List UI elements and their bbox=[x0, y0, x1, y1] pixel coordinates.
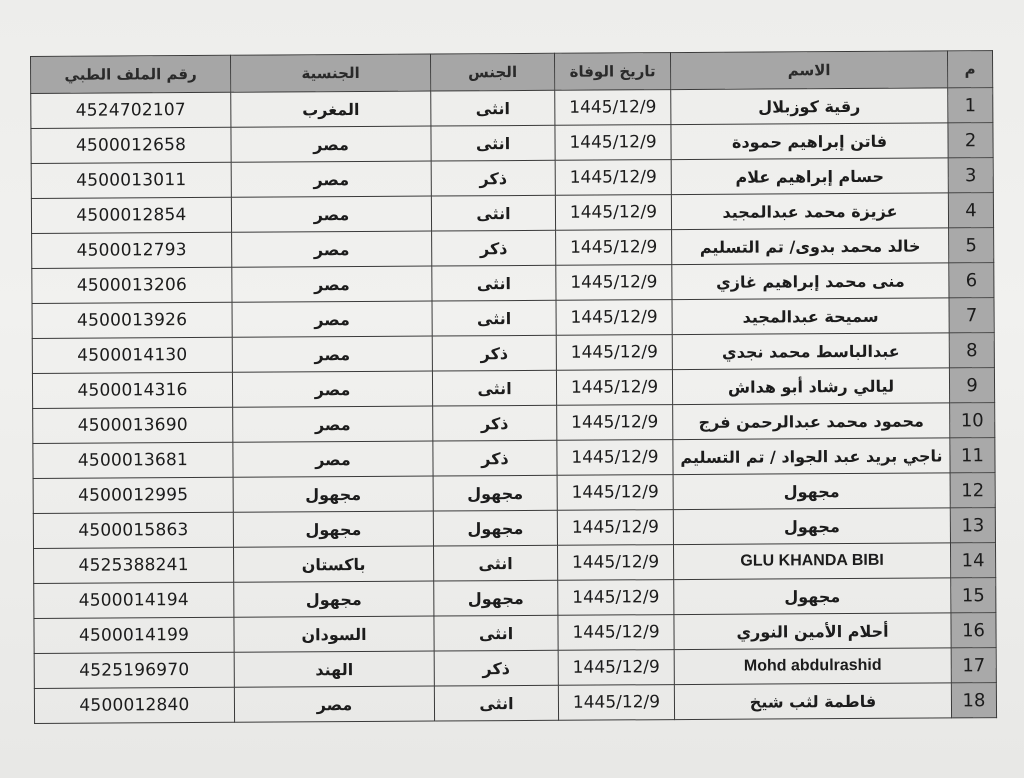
cell-nationality: مصر bbox=[232, 266, 432, 302]
cell-row-number: 9 bbox=[949, 368, 994, 403]
table-row bbox=[34, 683, 996, 724]
cell-sex: انثى bbox=[432, 265, 556, 301]
cell-name: عبدالباسط محمد نجدي bbox=[672, 333, 949, 370]
cell-name: فاتن إبراهيم حمودة bbox=[671, 123, 948, 160]
cell-row-number: 15 bbox=[951, 578, 996, 613]
cell-sex: انثى bbox=[434, 685, 558, 721]
cell-nationality: المغرب bbox=[231, 91, 431, 127]
table-row bbox=[33, 438, 995, 479]
header-row-number: م bbox=[947, 51, 992, 88]
cell-name: أحلام الأمين النوري bbox=[674, 613, 951, 650]
cell-row-number: 13 bbox=[950, 508, 995, 543]
cell-name: منى محمد إبراهيم غازي bbox=[672, 263, 949, 300]
cell-row-number: 6 bbox=[949, 263, 994, 298]
cell-sex: انثى bbox=[431, 125, 555, 161]
document-sheet bbox=[30, 50, 996, 746]
cell-row-number: 1 bbox=[948, 88, 993, 123]
cell-nationality: مصر bbox=[233, 441, 433, 477]
cell-file-number: 4500012995 bbox=[33, 477, 233, 513]
cell-sex: انثى bbox=[434, 545, 558, 581]
cell-name: حسام إبراهيم علام bbox=[671, 158, 948, 195]
cell-nationality: مصر bbox=[232, 336, 432, 372]
table-row bbox=[33, 473, 995, 514]
header-sex: الجنس bbox=[430, 53, 554, 91]
cell-row-number: 16 bbox=[951, 613, 996, 648]
cell-name: ناجي بريد عبد الجواد / تم التسليم bbox=[673, 438, 950, 475]
cell-row-number: 4 bbox=[948, 193, 993, 228]
table-row bbox=[32, 263, 994, 304]
cell-row-number: 12 bbox=[950, 473, 995, 508]
cell-file-number: 4500014199 bbox=[34, 617, 234, 653]
cell-row-number: 7 bbox=[949, 298, 994, 333]
cell-death-date: 1445/12/9 bbox=[556, 370, 672, 406]
cell-sex: ذكر bbox=[432, 335, 556, 371]
cell-row-number: 3 bbox=[948, 158, 993, 193]
cell-nationality: مصر bbox=[233, 406, 433, 442]
table-row bbox=[31, 88, 993, 129]
cell-nationality: مجهول bbox=[234, 581, 434, 617]
cell-name: مجهول bbox=[674, 578, 951, 615]
cell-row-number: 18 bbox=[951, 683, 996, 718]
table-row bbox=[31, 158, 993, 199]
header-nationality: الجنسية bbox=[230, 54, 430, 92]
cell-sex: مجهول bbox=[434, 580, 558, 616]
cell-file-number: 4500013926 bbox=[32, 302, 232, 338]
table-row bbox=[32, 368, 994, 409]
cell-file-number: 4525388241 bbox=[34, 547, 234, 583]
cell-death-date: 1445/12/9 bbox=[557, 440, 673, 476]
cell-sex: ذكر bbox=[431, 160, 555, 196]
cell-sex: ذكر bbox=[434, 650, 558, 686]
cell-name: سميحة عبدالمجيد bbox=[672, 298, 949, 335]
cell-nationality: مجهول bbox=[233, 511, 433, 547]
cell-file-number: 4500013011 bbox=[31, 162, 231, 198]
cell-death-date: 1445/12/9 bbox=[555, 90, 671, 126]
cell-file-number: 4500014194 bbox=[34, 582, 234, 618]
cell-file-number: 4525196970 bbox=[34, 652, 234, 688]
cell-nationality: مصر bbox=[232, 301, 432, 337]
cell-death-date: 1445/12/9 bbox=[557, 405, 673, 441]
cell-file-number: 4524702107 bbox=[31, 92, 231, 128]
cell-nationality: مصر bbox=[231, 161, 431, 197]
cell-nationality: مصر bbox=[231, 126, 431, 162]
table-row bbox=[34, 578, 996, 619]
table-body bbox=[31, 88, 997, 724]
table-row bbox=[31, 193, 993, 234]
cell-name: مجهول bbox=[673, 473, 950, 510]
cell-nationality: مصر bbox=[232, 231, 432, 267]
cell-file-number: 4500012793 bbox=[32, 232, 232, 268]
cell-name: محمود محمد عبدالرحمن فرج bbox=[673, 403, 950, 440]
cell-death-date: 1445/12/9 bbox=[556, 230, 672, 266]
cell-name: خالد محمد بدوى/ تم التسليم bbox=[672, 228, 949, 265]
cell-death-date: 1445/12/9 bbox=[556, 335, 672, 371]
cell-name: عزيزة محمد عبدالمجيد bbox=[671, 193, 948, 230]
cell-file-number: 4500013681 bbox=[33, 442, 233, 478]
table-row bbox=[32, 228, 994, 269]
cell-nationality: الهند bbox=[234, 651, 434, 687]
cell-name: مجهول bbox=[673, 508, 950, 545]
cell-death-date: 1445/12/9 bbox=[558, 615, 674, 651]
cell-death-date: 1445/12/9 bbox=[558, 685, 674, 721]
cell-sex: انثى bbox=[432, 300, 556, 336]
cell-file-number: 4500012854 bbox=[31, 197, 231, 233]
cell-name: رقية كوزبلال bbox=[671, 88, 948, 125]
cell-nationality: السودان bbox=[234, 616, 434, 652]
cell-death-date: 1445/12/9 bbox=[555, 125, 671, 161]
cell-nationality: مجهول bbox=[233, 476, 433, 512]
cell-name: Mohd abdulrashid bbox=[674, 648, 951, 685]
cell-sex: انثى bbox=[431, 195, 555, 231]
cell-row-number: 10 bbox=[950, 403, 995, 438]
deceased-table bbox=[30, 50, 997, 724]
cell-death-date: 1445/12/9 bbox=[557, 510, 673, 546]
cell-death-date: 1445/12/9 bbox=[557, 475, 673, 511]
cell-nationality: مصر bbox=[231, 196, 431, 232]
cell-sex: انثى bbox=[434, 615, 558, 651]
cell-file-number: 4500015863 bbox=[33, 512, 233, 548]
cell-file-number: 4500013206 bbox=[32, 267, 232, 303]
table-row bbox=[32, 298, 994, 339]
table-row bbox=[33, 508, 995, 549]
cell-name: GLU KHANDA BIBI bbox=[673, 543, 950, 580]
cell-death-date: 1445/12/9 bbox=[556, 265, 672, 301]
table-row bbox=[34, 648, 996, 689]
cell-row-number: 11 bbox=[950, 438, 995, 473]
cell-file-number: 4500012840 bbox=[34, 687, 234, 723]
cell-death-date: 1445/12/9 bbox=[556, 300, 672, 336]
table-row bbox=[34, 613, 996, 654]
cell-name: ليالي رشاد أبو هداش bbox=[672, 368, 949, 405]
cell-sex: ذكر bbox=[433, 405, 557, 441]
cell-file-number: 4500014130 bbox=[32, 337, 232, 373]
cell-name: فاطمة لثب شيخ bbox=[674, 683, 951, 720]
cell-sex: ذكر bbox=[432, 230, 556, 266]
table-header-row bbox=[31, 51, 993, 94]
cell-death-date: 1445/12/9 bbox=[558, 580, 674, 616]
table-row bbox=[31, 123, 993, 164]
cell-file-number: 4500012658 bbox=[31, 127, 231, 163]
cell-nationality: باكستان bbox=[234, 546, 434, 582]
header-file-number: رقم الملف الطبي bbox=[31, 55, 231, 93]
cell-sex: انثى bbox=[432, 370, 556, 406]
cell-death-date: 1445/12/9 bbox=[555, 195, 671, 231]
cell-sex: انثى bbox=[431, 90, 555, 126]
table-row bbox=[32, 333, 994, 374]
cell-death-date: 1445/12/9 bbox=[555, 160, 671, 196]
cell-nationality: مصر bbox=[234, 686, 434, 722]
header-death-date: تاريخ الوفاة bbox=[554, 53, 670, 91]
cell-row-number: 14 bbox=[950, 543, 995, 578]
cell-death-date: 1445/12/9 bbox=[558, 650, 674, 686]
cell-row-number: 5 bbox=[949, 228, 994, 263]
cell-sex: ذكر bbox=[433, 440, 557, 476]
cell-death-date: 1445/12/9 bbox=[557, 545, 673, 581]
header-name: الاسم bbox=[670, 51, 947, 90]
cell-nationality: مصر bbox=[232, 371, 432, 407]
cell-file-number: 4500013690 bbox=[33, 407, 233, 443]
cell-row-number: 2 bbox=[948, 123, 993, 158]
cell-sex: مجهول bbox=[433, 510, 557, 546]
cell-row-number: 8 bbox=[949, 333, 994, 368]
cell-file-number: 4500014316 bbox=[32, 372, 232, 408]
cell-row-number: 17 bbox=[951, 648, 996, 683]
cell-sex: مجهول bbox=[433, 475, 557, 511]
table-row bbox=[34, 543, 996, 584]
table-row bbox=[33, 403, 995, 444]
